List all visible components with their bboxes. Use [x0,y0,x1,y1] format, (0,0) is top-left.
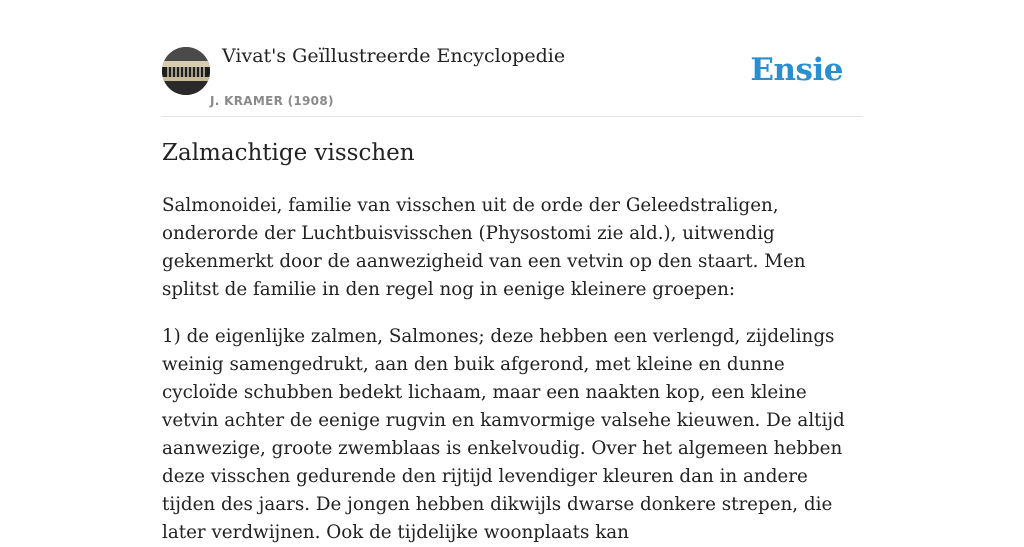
article-paragraph-1: Salmonoidei, familie van visschen uit de orde der Geleedstraligen, onderorde der Luchtbuisvisschen (Physostomi zie ald.), uitwendig gekenmerkt door de aanwezigheid van een vetvin op den staart. Men splitst de familie in den regel nog in eenige kleinere groepen: [162,195,806,300]
article-paragraph-2: 1) de eigenlijke zalmen, Salmones; deze hebben een verlengd, zijdelings weinig samengedrukt, aan den buik afgerond, met kleine en dunne cycloïde schubben bedekt lichaam, maar een naakten kop, een kleine vetvin achter de eenige rugvin en kamvormige valsehe kieuwen. De altijd aanwezige, groote zwemblaas is enkelvoudig. Over het algemeen hebben deze visschen gedurende den rijtijd levendiger kleuren dan in andere tijden des jaars. De jongen hebben dikwijls dwarse donkere strepen, die later verdwijnen. Ook de tijdelijke woonplaats kan [162,326,845,543]
page-content [162,0,862,543]
book-cover-icon[interactable] [162,47,210,95]
article-header [162,0,862,117]
article-title: Zalmachtige visschen [162,140,415,166]
book-author: J. KRAMER (1908) [210,94,334,108]
ensie-logo[interactable]: Ensie [750,52,843,88]
book-title[interactable]: Vivat's Geïllustreerde Encyclopedie [222,45,566,67]
